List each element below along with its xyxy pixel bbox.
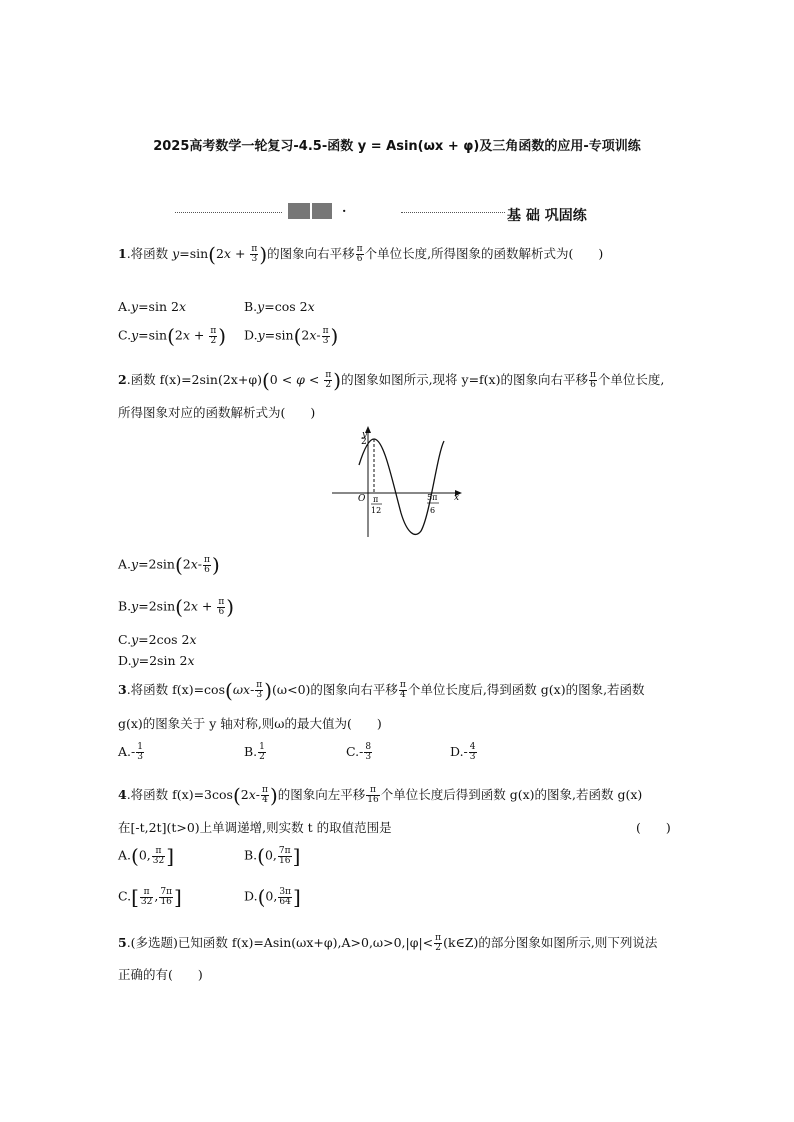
question-4-stem-line2: 在[-t,2t](t>0)上单调递增,则实数 t 的取值范围是 [118,820,392,835]
y-axis-label: y [362,430,368,440]
question-1-stem: 1.将函数 y=sin(2x + $\frac{\pi}{3}$ )的图象向右平移 $\frac{\pi}{6}$ 个单位长度,所得图象的函数解析式为( ) [118,242,604,267]
question-3-stem-line2: g(x)的图象关于 y 轴对称,则ω的最大值为( ) [118,716,382,731]
question-2-stem: 2.函数 f(x)=2sin(2x+φ)(0 < φ < $\frac{\pi}{2}$ )的图象如图所示,现将 y=f(x)的图象向右平移 $\frac{\pi}{6}$ 个单位长度, [118,368,665,393]
option-d[interactable]: D.y=sin(2x- $\frac{\pi}{3}$ ) [244,324,339,348]
option-c[interactable]: C.[ $\frac{\pi}{32}$ , $\frac{7\pi}{16}$ ] [118,885,182,909]
question-2-stem-line2: 所得图象对应的函数解析式为( ) [118,405,316,420]
question-3-stem: 3.将函数 f(x)=cos(ωx- $\frac{\pi}{3}$ )(ω<0)的图象向右平移 $\frac{\pi}{4}$ 个单位长度后,得到函数 g(x)的图象,若函数 [118,678,645,703]
section-label: 基 础 巩固练 [507,208,587,224]
tick-5pi-6-num: 5π [427,493,438,502]
answer-paren[interactable]: ( ) [636,820,671,835]
origin-label: O [358,494,366,504]
option-c[interactable]: C.y=2cos 2x [118,632,197,647]
question-5-stem-line2: 正确的有( ) [118,967,203,982]
option-d[interactable]: D.y=2sin 2x [118,653,195,668]
option-a[interactable]: A.(0, $\frac{\pi}{32}$ ] [118,844,175,868]
option-b[interactable]: B. $\frac{1}{2}$ [244,742,265,762]
tick-5pi-6-den: 6 [430,506,436,515]
option-c[interactable]: C.- $\frac{8}{3}$ [346,742,372,762]
max-value-label: 2 [361,437,367,447]
question-4-stem: 4.将函数 f(x)=3cos(2x- $\frac{\pi}{4}$ )的图象向左平移 $\frac{\pi}{16}$ 个单位长度后得到函数 g(x)的图象,若函数 g(x) [118,783,643,808]
page-title: 2025高考数学一轮复习-4.5-函数 y = Asin(ωx + φ)及三角函数的应用-专项训练 [153,139,641,154]
option-b[interactable]: B.y=2sin(2x + $\frac{\pi}{6}$ ) [118,595,235,619]
option-b[interactable]: B.(0, $\frac{7\pi}{16}$ ] [244,844,301,868]
question-5-stem: 5.(多选题)已知函数 f(x)=Asin(ωx+φ),A>0,ω>0,|φ|< $\frac{\pi}{2}$ (k∈Z)的部分图象如图所示,则下列说法 [118,933,658,953]
section-dot: · [342,203,347,218]
tick-pi-12-num: π [373,495,379,504]
tick-pi-12-den: 12 [371,506,382,515]
option-a[interactable]: A.y=2sin(2x- $\frac{\pi}{6}$ ) [118,553,220,577]
x-axis-label: x [454,493,460,503]
option-d[interactable]: D.(0, $\frac{3\pi}{64}$ ] [244,885,301,909]
section-divider-left [175,212,282,213]
section-block-icon [288,203,310,219]
option-a[interactable]: A.y=sin 2x [118,299,187,314]
sine-curve [359,439,444,534]
option-c[interactable]: C.y=sin(2x + $\frac{\pi}{2}$ ) [118,324,227,348]
sine-graph [328,425,468,543]
section-divider-right [401,212,505,213]
section-block-icon [312,203,332,219]
option-b[interactable]: B.y=cos 2x [244,299,315,314]
option-d[interactable]: D.- $\frac{4}{3}$ [450,742,476,762]
option-a[interactable]: A.- $\frac{1}{3}$ [118,742,143,762]
